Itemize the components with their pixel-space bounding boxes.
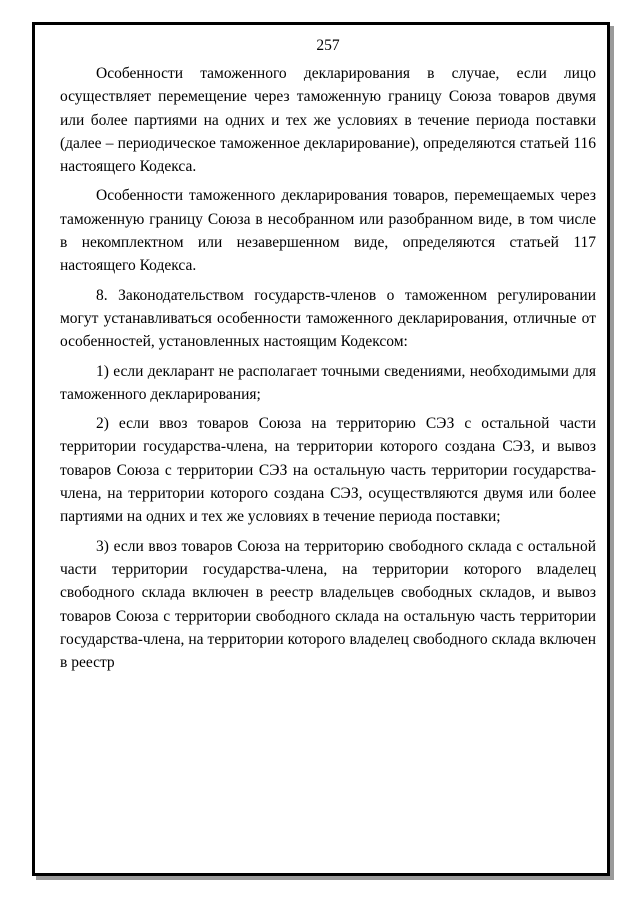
- paragraph-item-8: 8. Законодательством государств-членов о таможенном регулировании могут устанавливаться особенности таможенного декларирования, отличные от особенностей, установленных настоящим Кодексом:: [60, 286, 596, 351]
- page-content: [60, 36, 596, 674]
- list-item-1: 1) если декларант не располагает точными сведениями, необходимыми для таможенного декларирования;: [60, 362, 596, 403]
- list-item-2: 2) если ввоз товаров Союза на территорию СЭЗ с остальной части территории государства-члена, на территории которого создана СЭЗ, и вывоз товаров Союза с территории СЭЗ на остальную часть территории государства-члена, на территории которого создана СЭЗ, осуществляются двумя или более партиями на одних и тех же условиях в течение периода поставки;: [60, 415, 596, 526]
- list-item-3: 3) если ввоз товаров Союза на территорию свободного склада с остальной части территории государства-члена, на территории которого владелец свободного склада включен в реестр владельцев свободных складов, и вывоз товаров Союза с территории свободного склада на остальную часть территории государства-члена, на территории которого владелец свободного склада включен в реестр: [60, 537, 596, 672]
- paragraph-unassembled-goods: Особенности таможенного декларирования товаров, перемещаемых через таможенную границу Союза в несобранном или разобранном виде, в том числе в некомплектном или незавершенном виде, определяются статьей 117 настоящего Кодекса.: [60, 187, 596, 275]
- paragraph-periodic-declaration: Особенности таможенного декларирования в случае, если лицо осуществляет перемещение через таможенную границу Союза товаров двумя или более партиями на одних и тех же условиях в течение периода поставки (далее – периодическое таможенное декларирование), определяются статьей 116 настоящего Кодекса.: [60, 65, 596, 176]
- page-number: 257: [316, 37, 340, 54]
